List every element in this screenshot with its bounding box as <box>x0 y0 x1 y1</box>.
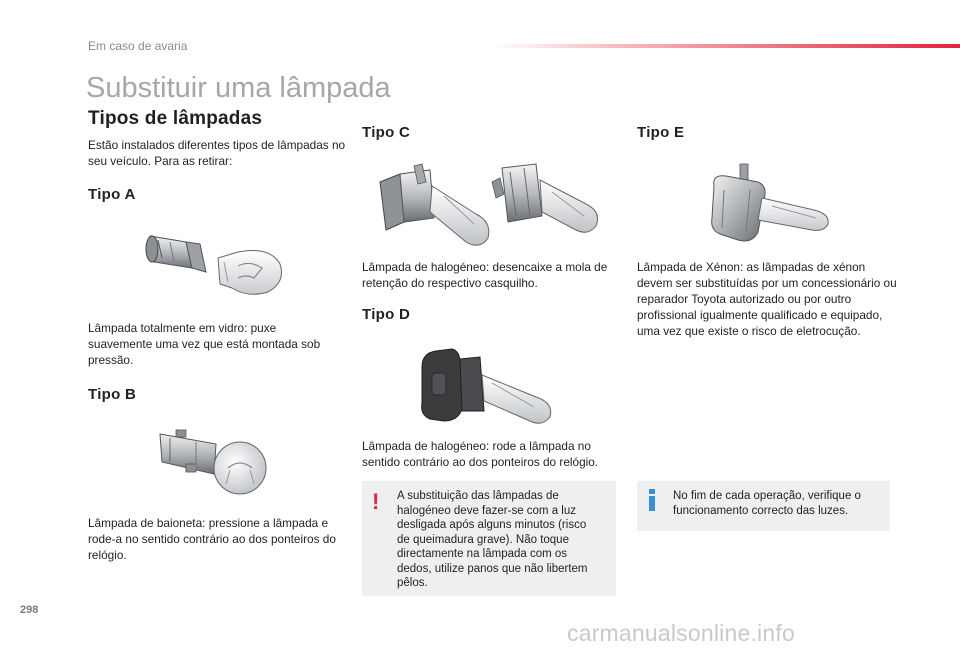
bulb-types-heading: Tipos de lâmpadas <box>88 108 263 129</box>
type-d-heading: Tipo D <box>362 306 411 323</box>
type-d-bulb-illustration <box>418 345 562 427</box>
type-c-heading: Tipo C <box>362 124 411 141</box>
page-title: Substituir uma lâmpada <box>86 72 391 104</box>
type-a-text: Lâmpada totalmente em vidro: puxe suavemente uma vez que está montada sob pressão. <box>88 321 321 367</box>
warning-icon: ! <box>372 489 380 514</box>
type-c-bulb-illustration <box>374 160 606 252</box>
warning-note <box>362 481 616 596</box>
info-icon <box>648 489 656 511</box>
type-e-text: Lâmpada de Xénon: as lâmpadas de xénon devem ser substituídas por um concessionário ou reparador Toyota autorizado ou por outro profissional igualmente qualificado e equipado, uma vez que existe o risco de eletrocução. <box>637 260 897 338</box>
type-c-text: Lâmpada de halogéneo: desencaixe a mola de retenção do respectivo casquilho. <box>362 260 608 290</box>
type-e-bulb-illustration <box>706 160 834 246</box>
type-d-text: Lâmpada de halogéneo: rode a lâmpada no sentido contrário ao dos ponteiros do relógio. <box>362 439 599 469</box>
type-b-heading: Tipo B <box>88 386 137 403</box>
type-b-text: Lâmpada de baioneta: pressione a lâmpada e rode-a no sentido contrário ao dos ponteiros do relógio. <box>88 516 336 562</box>
type-b-bulb-illustration <box>156 428 272 500</box>
header-accent-bar <box>490 44 960 48</box>
type-e-heading: Tipo E <box>637 124 685 141</box>
info-text: No fim de cada operação, verifique o funcionamento correcto das luzes. <box>673 490 861 517</box>
section-label: Em caso de avaria <box>88 39 188 53</box>
type-a-heading: Tipo A <box>88 186 136 203</box>
intro-text: Estão instalados diferentes tipos de lâmpadas no seu veículo. Para as retirar: <box>88 138 346 168</box>
watermark: carmanualsonline.info <box>567 620 795 646</box>
page-number: 298 <box>20 604 39 616</box>
info-note <box>637 481 890 531</box>
type-a-bulb-illustration <box>142 222 290 302</box>
warning-text: A substituição das lâmpadas de halogéneo deve fazer-se com a luz desligada após alguns minutos (risco de queimadura grave). Não toque directamente na lâmpada com os dedos, utilize panos que não libertem pêlos. <box>397 490 588 589</box>
